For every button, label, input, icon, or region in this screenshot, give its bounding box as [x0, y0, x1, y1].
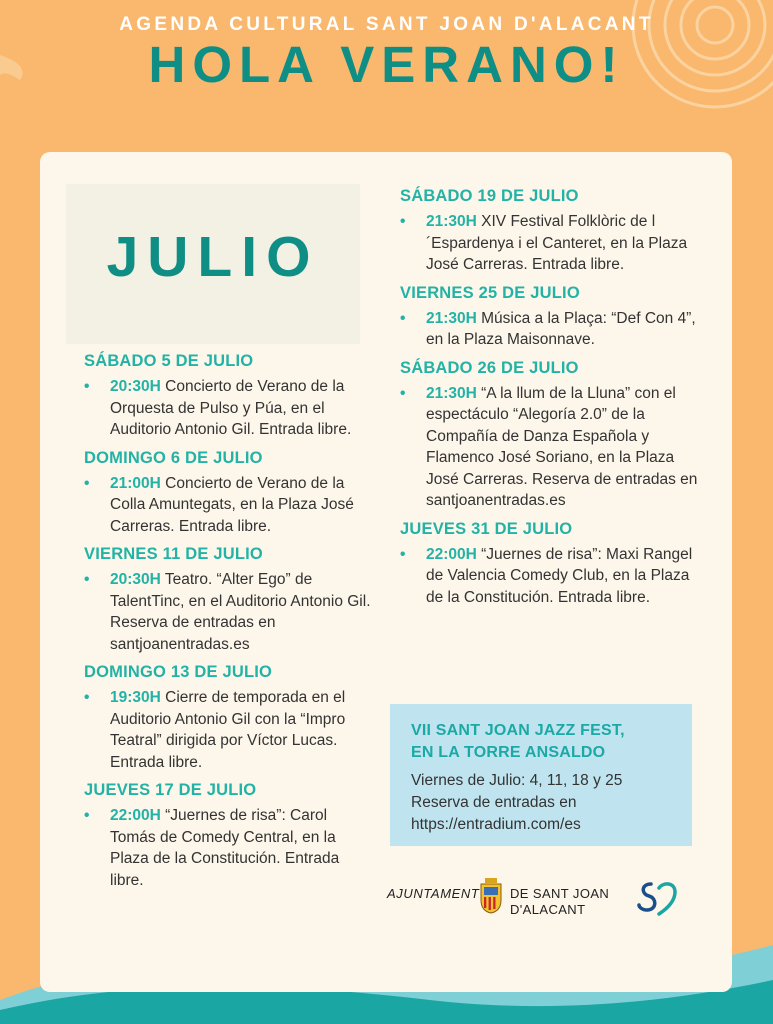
event-block — [84, 350, 376, 441]
town-name — [510, 886, 609, 918]
event-text: “A la llum de la Lluna” con el espectáculo “Alegoría 2.0” de la Compañía de Danza Española y Flamenco José Soriano, en la Plaza José Carreras. Reserva de entradas en santjoanentradas.es — [426, 384, 698, 509]
event-text: Música a la Plaça: “Def Con 4”, en la Plaza Maisonnave. — [426, 309, 696, 348]
event-time: 22:00H — [426, 545, 477, 563]
event-text: Concierto de Verano de la Colla Amuntegats, en la Plaza José Carreras. Entrada libre. — [110, 474, 354, 535]
event-time: 21:00H — [110, 474, 161, 492]
jazz-fest-title — [411, 720, 625, 764]
bullet-icon: • — [84, 571, 90, 588]
event-block — [400, 357, 700, 512]
event-day: DOMINGO 6 DE JULIO — [84, 448, 263, 467]
event-time: 21:30H — [426, 384, 477, 402]
jazz-title-line: VII SANT JOAN JAZZ FEST, — [411, 722, 625, 739]
event-time: 20:30H — [110, 571, 161, 588]
event-block — [400, 185, 700, 276]
event-item — [84, 473, 376, 538]
event-time: 21:30H — [426, 309, 477, 327]
event-day: JUEVES 31 DE JULIO — [400, 519, 573, 538]
bullet-icon: • — [84, 807, 90, 824]
event-day: SÁBADO 19 DE JULIO — [400, 187, 579, 205]
event-item — [84, 687, 376, 773]
event-text: “Juernes de risa”: Carol Tomás de Comedy Central, en la Plaza de la Constitución. Entrada libre. — [110, 807, 340, 889]
event-day: SÁBADO 5 DE JULIO — [84, 352, 254, 370]
event-item — [400, 308, 700, 351]
crest-icon — [479, 878, 503, 914]
event-time: 20:30H — [110, 378, 161, 395]
bullet-icon: • — [84, 378, 90, 395]
bullet-icon: • — [400, 309, 406, 327]
event-item — [400, 211, 700, 276]
event-block — [400, 518, 700, 609]
event-text: Cierre de temporada en el Auditorio Antonio Gil con la “Impro Teatral” dirigida por Víctor Lucas. Entrada libre. — [110, 689, 346, 771]
event-text: XIV Festival Folklòric de l´Espardenya i el Canteret, en la Plaza José Carreras. Entrada libre. — [426, 213, 688, 273]
jazz-reserve-text: Reserva de entradas en — [411, 794, 577, 811]
event-text: Concierto de Verano de la Orquesta de Pulso y Púa, en el Auditorio Antonio Gil. Entrada libre. — [110, 378, 352, 438]
sant-joan-logo-icon — [635, 878, 681, 918]
bullet-icon: • — [400, 213, 406, 230]
jazz-fest-details — [411, 770, 622, 836]
jazz-fest-box — [390, 704, 692, 846]
event-item — [84, 569, 376, 655]
left-column — [84, 350, 376, 897]
bullet-icon: • — [84, 474, 90, 492]
right-column — [400, 185, 700, 614]
agenda-subtitle: AGENDA CULTURAL SANT JOAN D'ALACANT — [119, 14, 654, 35]
event-block — [84, 779, 376, 891]
event-day: VIERNES 11 DE JULIO — [84, 545, 263, 563]
event-text: “Juernes de risa”: Maxi Rangel de Valencia Comedy Club, en la Plaza de la Constitución. Entrada libre. — [426, 545, 693, 606]
event-block — [84, 447, 376, 538]
event-time: 19:30H — [110, 689, 161, 706]
event-time: 21:30H — [426, 213, 477, 230]
event-day: SÁBADO 26 DE JULIO — [400, 358, 579, 377]
bullet-icon: • — [400, 384, 406, 402]
event-day: JUEVES 17 DE JULIO — [84, 781, 257, 799]
page-title: HOLA VERANO! — [148, 36, 625, 93]
event-day: DOMINGO 13 DE JULIO — [84, 663, 273, 681]
event-item — [84, 805, 376, 891]
event-day: VIERNES 25 DE JULIO — [400, 283, 580, 302]
bullet-icon: • — [400, 545, 406, 563]
month-box — [66, 184, 360, 344]
footer-logos — [375, 848, 705, 940]
event-block — [400, 282, 700, 351]
month-title: JULIO — [106, 225, 320, 289]
bullet-icon: • — [84, 689, 90, 706]
town-name-line: D'ALACANT — [510, 902, 586, 917]
event-text: Teatro. “Alter Ego” de TalentTinc, en el Auditorio Antonio Gil. Reserva de entradas en santjoanentradas.es — [110, 571, 371, 653]
jazz-title-line: EN LA TORRE ANSALDO — [411, 744, 606, 761]
jazz-link[interactable]: https://entradium.com/es — [411, 816, 581, 833]
event-block — [84, 543, 376, 655]
event-item — [84, 376, 376, 441]
event-block — [84, 661, 376, 773]
town-name-line: DE SANT JOAN — [510, 886, 610, 901]
event-time: 22:00H — [110, 807, 161, 824]
event-item — [400, 544, 700, 609]
jazz-dates: Viernes de Julio: 4, 11, 18 y 25 — [411, 772, 623, 789]
event-item — [400, 383, 700, 512]
ajuntament-label: AJUNTAMENT — [387, 886, 480, 901]
